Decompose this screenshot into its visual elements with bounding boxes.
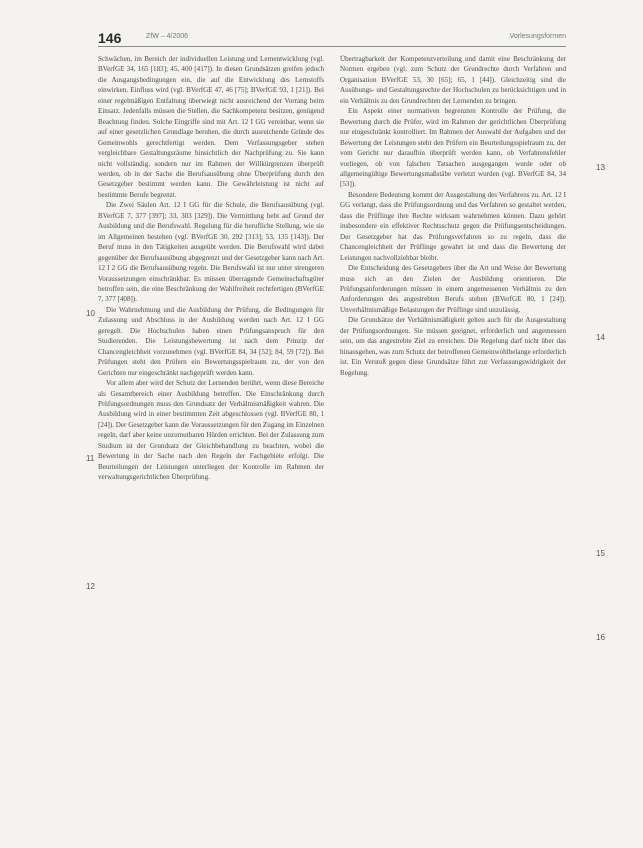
left-text-column xyxy=(98,54,324,483)
paragraph: Die Zwei Säulen Art. 12 I GG für die Schule, die Berufsausübung (vgl. BVerfGE 7, 377 [397]; 33, 303 [329]). Die Vermittlung hebt auf Grund der Ausbildung und die Berufswahl. Regelung für die berufliche Stellung, wie sie im Allgemeinen bestehen (vgl. BVerfGE 30, 292 [313]; 53, 135 [143]). Der Beruf muss in den Tätigkeiten ausgeübt werden. Die Berufswahl wird dabei gegenüber der Berufsausübung abgegrenzt und der Gesetzgeber kann nach Art. 12 I 2 GG die Berufsausübung regeln. Die Berufswahl ist nur unter strengeren Voraussetzungen einschränkbar. Es müssen überragende Gemeinschaftsgüter betroffen sein, die eine Beschränkung der Wahlfreiheit rechtfertigen (BVerfGE 7, 377 [408]). xyxy=(98,201,324,304)
page-number: 146 xyxy=(98,30,122,46)
running-head-section: Vorlesungsformen xyxy=(509,33,566,40)
paragraph: Besondere Bedeutung kommt der Ausgestaltung des Verfahrens zu. Art. 12 I GG verlangt, dass die Prüfungsordnung und das Verfahren so gestaltet werden, dass die Prüflinge ihre Rechte wirksam wahrnehmen können. Dazu gehört insbesondere ein effektiver Rechtsschutz gegen die Prüfungsentscheidungen. Der Gesetzgeber hat das Prüfungsverfahren so zu regeln, dass die Chancengleichheit der Prüflinge gewahrt ist und dass die Bewertung der Leistungen nachvollziehbar bleibt. xyxy=(340,190,566,262)
paragraph: Die Grundsätze der Verhältnismäßigkeit gelten auch für die Ausgestaltung der Prüfungsordnungen. Sie müssen geeignet, erforderlich und angemessen sein, um das angestrebte Ziel zu erreichen. Die Regelung darf nicht über das hinausgehen, was zum Schutz der betroffenen Gemeinwohlbelange erforderlich ist. Ein Verstoß gegen diese Grundsätze führt zur Verfassungswidrigkeit der Regelung. xyxy=(340,316,566,377)
margin-number: 10 xyxy=(86,309,95,318)
paragraph: Vor allem aber wird der Schutz der Lernenden berührt, wenn diese Bereiche als Gesamtbereich einer Ausbildung betreffen. Die Einschränkung durch Prüfungsordnungen muss den Grundsatz der Verhältnismäßigkeit wahren. Die Ausbildung wird in einer bestimmten Zeit abgeschlossen (vgl. BVerfGE 80, 1 [24]). Der Gesetzgeber kann die Voraussetzungen für den Zugang im Einzelnen regeln, darf aber keine unzumutbaren Hürden errichten. Bei der Zulassung zum Studium ist der Grundsatz der Gleichbehandlung zu beachten, wobei die Bewertung in der Sache nach den Regeln der Fachgebiete erfolgt. Die Beurteilungen der Leistungen unterliegen der Kontrolle im Rahmen der verwaltungsgerichtlichen Überprüfung. xyxy=(98,379,324,482)
margin-number: 16 xyxy=(596,633,605,642)
margin-number: 11 xyxy=(86,454,95,463)
paragraph: Übertragbarkeit der Kompetenzverteilung und damit eine Beschränkung der Normen ergeben (vgl. zum Schutz der Grundrechte durch Verfahren und Organisation BVerfGE 53, 30 [65]; 65, 1 [44]). Gleichzeitig sind die Ausübungs- und Gestaltungsrechte der Hochschulen zu berücksichtigen und in ein Verhältnis zu den Grundrechten der Lernenden zu bringen. xyxy=(340,55,566,105)
margin-number: 15 xyxy=(596,549,605,558)
margin-number: 14 xyxy=(596,333,605,342)
paragraph: Die Wahrnehmung und die Ausbildung der Prüfung, die Bedingungen für Zulassung und Abschluss in der Ausbildung werden nach Art. 12 I GG geregelt. Die Hochschulen haben einen Prüfungsanspruch für den Studierenden. Die Leistungsbewertung ist nach dem Prinzip der Chancengleichheit vorzunehmen (vgl. BVerfGE 84, 34 [52]; 84, 59 [72]). Bei Prüfungen steht den Prüfern ein Bewertungsspielraum zu, der von den Gerichten nur eingeschränkt nachgeprüft werden kann. xyxy=(98,305,324,377)
running-head-journal: ZfW – 4/2006 xyxy=(146,33,189,40)
right-text-column xyxy=(340,54,566,378)
margin-number: 12 xyxy=(86,582,95,591)
paragraph: Schwächen, im Bereich der individuellen Leistung und Lernentwicklung (vgl. BVerfGE 34, 165 [183]; 45, 400 [417]). In diesen Grundsätzen greifen jedoch die Ausgangsbedingungen ein, die auf die Entwicklung des Lernstoffs einwirken. Einfluss wird (vgl. BVerfGE 47, 46 [75]; BVerfGE 93, 1 [21]). Bei einer regelmäßigen Entfaltung überwiegt nicht ausreichend der Vorrang beim Einsatz. Jedenfalls müssen die Stellen, die Sachkompetenz besitzen, genügend Beachtung finden. Solche Eingriffe sind mit Art. 12 I GG vereinbar, wenn sie auf einer gesetzlichen Grundlage beruhen, die durch ausreichende Gründe des Gemeinwohls gerechtfertigt werden. Dem Verfassungsgeber stehen vergleichbare Gestaltungsräume hinsichtlich der Nachprüfung zu. Sie kann nicht vollständig, sondern nur im Rahmen der Willkürgrenzen überprüft werden, ob in der Sache die Berufsausübung ohne Überprüfung durch den Gesetzgeber bestimmt werden kann. Die Gewährleistung ist nicht auf bestimmte Berufe begrenzt. xyxy=(98,55,324,199)
page-header xyxy=(98,30,566,47)
paragraph: Ein Aspekt einer normativen begrenzten Kontrolle der Prüfung, die Bewertung durch die Prüfer, wird im Rahmen der gerichtlichen Überprüfung nur eingeschränkt kontrolliert. Im Rahmen der Auswahl der Aufgaben und der Bewertung der Leistungen steht den Prüfern ein Beurteilungsspielraum zu, der vom Gericht nur daraufhin überprüft werden kann, ob Verfahrensfehler vorliegen, ob von falschen Tatsachen ausgegangen wurde oder ob allgemeingültige Bewertungsmaßstäbe verletzt wurden (vgl. BVerfGE 84, 34 [53]). xyxy=(340,107,566,189)
margin-number: 13 xyxy=(596,163,605,172)
paragraph: Die Entscheidung des Gesetzgebers über die Art und Weise der Bewertung muss sich an den Zielen der Ausbildung orientieren. Die Prüfungsanforderungen müssen in einem angemessenen Verhältnis zu den Anforderungen des angestrebten Berufs stehen (BVerfGE 80, 1 [24]). Unverhältnismäßige Belastungen der Prüflinge sind unzulässig. xyxy=(340,264,566,314)
